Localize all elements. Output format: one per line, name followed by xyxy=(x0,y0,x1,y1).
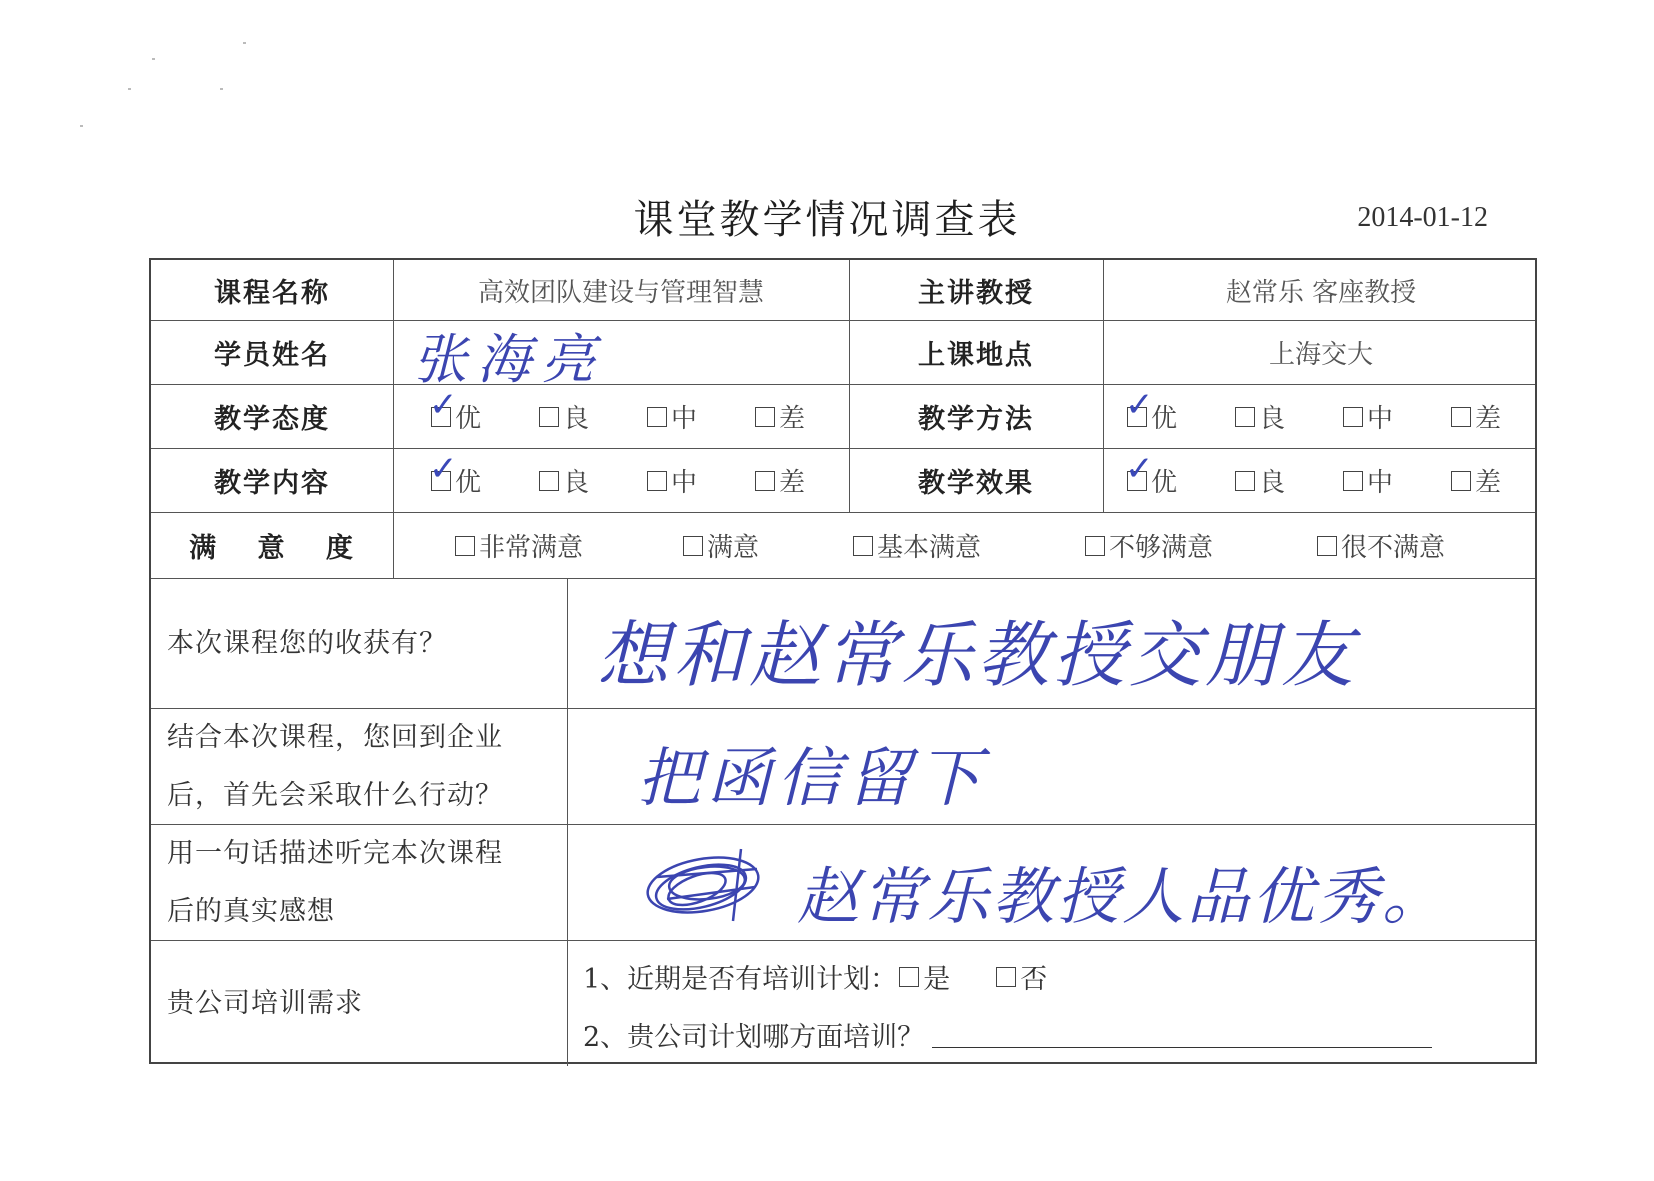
check-mark-icon: ✓ xyxy=(429,384,458,425)
attitude-option-excellent[interactable]: ✓ 优 xyxy=(429,384,482,434)
checkbox[interactable] xyxy=(755,407,775,427)
scan-speck xyxy=(220,88,223,90)
checkbox[interactable] xyxy=(539,471,559,491)
action-answer-handwriting: 把函信留下 xyxy=(637,742,987,816)
satisfaction-option-basic[interactable]: 基本满意 xyxy=(853,527,981,564)
scan-speck xyxy=(243,42,246,44)
checkbox[interactable] xyxy=(755,471,775,491)
student-name-field[interactable] xyxy=(393,321,849,391)
checkbox[interactable] xyxy=(1235,471,1255,491)
checkbox[interactable] xyxy=(683,536,703,556)
checkbox[interactable] xyxy=(899,967,919,987)
action-question-line2: 后，首先会采取什么行动？ xyxy=(167,779,503,811)
training-answer-cell xyxy=(567,941,1539,1066)
training-q1 xyxy=(583,957,1047,996)
method-option-good[interactable]: 良 xyxy=(1235,398,1285,435)
method-option-poor[interactable]: 差 xyxy=(1451,398,1501,435)
satisfaction-option-satisfied[interactable]: 满意 xyxy=(683,527,759,564)
content-option-fair[interactable]: 中 xyxy=(647,462,697,499)
satisfaction-option-very-satisfied[interactable]: 非常满意 xyxy=(455,527,583,564)
checkbox[interactable] xyxy=(1085,536,1105,556)
content-option-poor[interactable]: 差 xyxy=(755,462,805,499)
checkbox[interactable] xyxy=(455,536,475,556)
row-attitude xyxy=(151,385,1535,449)
lecturer-value: 赵常乐 客座教授 xyxy=(1225,277,1417,308)
checkbox[interactable] xyxy=(647,471,667,491)
training-q2 xyxy=(583,1015,1432,1054)
content-options xyxy=(393,449,849,512)
checkbox[interactable] xyxy=(1125,384,1154,427)
checkbox[interactable] xyxy=(996,967,1016,987)
checkbox[interactable] xyxy=(429,384,458,427)
checkbox[interactable] xyxy=(1317,536,1337,556)
location-value: 上海交大 xyxy=(1268,340,1373,370)
row-gain xyxy=(151,579,1535,709)
feeling-answer-handwriting: 赵常乐教授人品优秀。 xyxy=(797,860,1448,933)
method-option-fair[interactable]: 中 xyxy=(1343,398,1393,435)
effect-option-fair[interactable]: 中 xyxy=(1343,462,1393,499)
checkbox[interactable] xyxy=(1451,407,1471,427)
checkbox[interactable] xyxy=(853,536,873,556)
satisfaction-option-not-enough[interactable]: 不够满意 xyxy=(1085,527,1213,564)
check-mark-icon: ✓ xyxy=(429,448,458,489)
survey-form xyxy=(149,258,1537,1064)
action-question-line1: 结合本次课程，您回到企业 xyxy=(167,721,503,753)
checkbox[interactable] xyxy=(1125,448,1154,491)
checkbox[interactable] xyxy=(1343,407,1363,427)
course-value: 高效团队建设与管理智慧 xyxy=(477,277,764,308)
row-content xyxy=(151,449,1535,513)
attitude-option-good[interactable]: 良 xyxy=(539,398,589,435)
effect-option-good[interactable]: 良 xyxy=(1235,462,1285,499)
row-feeling xyxy=(151,825,1535,941)
attitude-label: 教学态度 xyxy=(214,404,330,435)
scribble-icon xyxy=(637,837,777,927)
method-option-excellent[interactable]: ✓ 优 xyxy=(1125,384,1178,434)
attitude-option-fair[interactable]: 中 xyxy=(647,398,697,435)
row-satisfaction xyxy=(151,513,1535,579)
scan-speck xyxy=(80,125,83,127)
satisfaction-option-very-dissatisfied[interactable]: 很不满意 xyxy=(1317,527,1445,564)
training-q1-yes[interactable]: 是 xyxy=(899,957,950,996)
gain-answer-handwriting: 想和赵常乐教授交朋友 xyxy=(597,613,1358,697)
method-options xyxy=(1103,385,1539,448)
training-q2-text: 2、贵公司计划哪方面培训？ xyxy=(583,1022,925,1053)
training-label: 贵公司培训需求 xyxy=(167,987,363,1019)
feeling-question-line2: 后的真实感想 xyxy=(167,895,335,927)
checkbox[interactable] xyxy=(647,407,667,427)
gain-question xyxy=(151,579,567,708)
attitude-options xyxy=(393,385,849,448)
action-question xyxy=(151,709,567,824)
content-option-good[interactable]: 良 xyxy=(539,462,589,499)
satisfaction-options xyxy=(393,513,1539,578)
row-training xyxy=(151,941,1535,1066)
student-label: 学员姓名 xyxy=(214,340,330,371)
gain-question-text: 本次课程您的收获有？ xyxy=(167,627,447,659)
feeling-question-line1: 用一句话描述听完本次课程 xyxy=(167,837,503,869)
student-name-handwriting: 张海亮 xyxy=(413,328,605,391)
training-q1-no[interactable]: 否 xyxy=(996,957,1047,996)
check-mark-icon: ✓ xyxy=(1125,384,1154,425)
checkbox[interactable] xyxy=(1451,471,1471,491)
row-action xyxy=(151,709,1535,825)
attitude-option-poor[interactable]: 差 xyxy=(755,398,805,435)
feeling-question xyxy=(151,825,567,940)
form-date: 2014-01-12 xyxy=(1357,202,1488,233)
lecturer-label: 主讲教授 xyxy=(918,277,1034,309)
check-mark-icon: ✓ xyxy=(1125,448,1154,489)
feeling-answer-field[interactable] xyxy=(567,825,1539,940)
course-label: 课程名称 xyxy=(214,277,330,309)
form-title: 课堂教学情况调查表 xyxy=(633,197,1021,243)
effect-label: 教学效果 xyxy=(918,468,1034,499)
content-label: 教学内容 xyxy=(214,468,330,499)
training-q2-blank[interactable] xyxy=(932,1021,1432,1048)
row-student xyxy=(151,321,1535,391)
checkbox[interactable] xyxy=(1343,471,1363,491)
checkbox[interactable] xyxy=(539,407,559,427)
method-label: 教学方法 xyxy=(918,404,1034,435)
scan-speck xyxy=(152,58,155,60)
satisfaction-label: 满 意 度 xyxy=(189,533,369,564)
effect-option-poor[interactable]: 差 xyxy=(1451,462,1501,499)
effect-option-excellent[interactable]: ✓ 优 xyxy=(1125,448,1178,498)
training-q1-text: 1、近期是否有培训计划： xyxy=(583,964,898,995)
checkbox[interactable] xyxy=(429,448,458,491)
training-label-cell xyxy=(151,941,567,1066)
content-option-excellent[interactable]: ✓ 优 xyxy=(429,448,482,498)
row-course xyxy=(151,260,1535,321)
scan-speck xyxy=(128,88,131,90)
effect-options xyxy=(1103,449,1539,512)
action-answer-field[interactable] xyxy=(567,709,1539,824)
location-label: 上课地点 xyxy=(918,340,1034,371)
gain-answer-field[interactable] xyxy=(567,579,1539,708)
checkbox[interactable] xyxy=(1235,407,1255,427)
